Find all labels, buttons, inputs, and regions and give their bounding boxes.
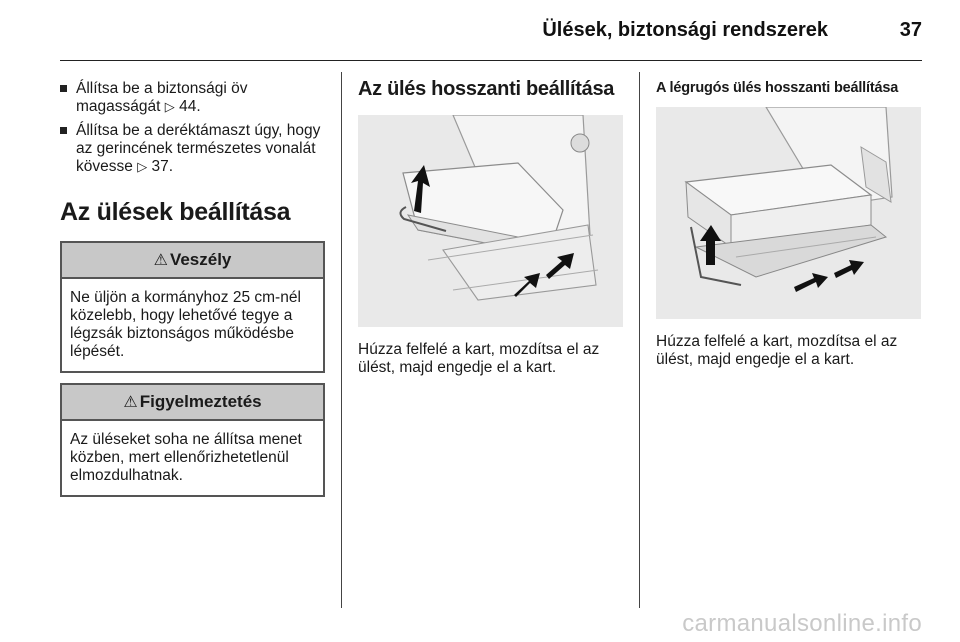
caution-title: Figyelmeztetés bbox=[139, 392, 262, 411]
cross-reference-link[interactable]: 37. bbox=[151, 158, 174, 175]
bullet-text: Állítsa be a deréktámaszt úgy, hogy az gerincének természetes vonalát kövesse bbox=[76, 122, 321, 175]
cross-reference-arrow-icon: ▷ bbox=[164, 99, 175, 114]
caution-title-bar bbox=[62, 385, 323, 421]
figure-caption: Húzza felfelé a kart, mozdítsa el az ülést, majd engedje el a kart. bbox=[358, 341, 600, 376]
warning-triangle-icon: ⚠ bbox=[123, 394, 138, 411]
danger-box bbox=[60, 241, 325, 373]
danger-title: Veszély bbox=[169, 250, 232, 269]
section-title: Az ülések beállítása bbox=[60, 198, 291, 226]
danger-title-bar bbox=[62, 243, 323, 279]
column-middle bbox=[358, 80, 623, 377]
column-divider-1 bbox=[341, 72, 342, 608]
list-item bbox=[60, 122, 325, 176]
bullet-list bbox=[60, 80, 325, 176]
header-title: Ülések, biztonsági rendszerek bbox=[542, 19, 828, 41]
caution-body: Az üléseket soha ne állítsa menet közben, mert ellenőrizhetetlenül elmozdulhatnak. bbox=[70, 431, 302, 484]
caution-box bbox=[60, 383, 325, 497]
bullet-square-icon bbox=[60, 127, 67, 134]
column-right bbox=[656, 80, 921, 369]
cross-reference-arrow-icon: ▷ bbox=[137, 159, 148, 174]
watermark: carmanualsonline.info bbox=[682, 610, 922, 637]
warning-triangle-icon: ⚠ bbox=[153, 252, 168, 269]
figure-caption: Húzza felfelé a kart, mozdítsa el az ülést, majd engedje el a kart. bbox=[656, 333, 898, 368]
column-divider-2 bbox=[639, 72, 640, 608]
column-left bbox=[60, 80, 325, 507]
section-title: Az ülés hosszanti beállítása bbox=[358, 78, 615, 100]
cross-reference-link[interactable]: 44. bbox=[179, 98, 201, 115]
bullet-square-icon bbox=[60, 85, 67, 92]
danger-body: Ne üljön a kormányhoz 25 cm-nél közelebb, hogy lehetővé tegye a légzsák biztonságos működésbe lépését. bbox=[70, 289, 301, 360]
page-number: 37 bbox=[899, 19, 922, 41]
bullet-text: Állítsa be a biztonsági öv magasságát bbox=[76, 80, 248, 115]
seat-adjust-illustration bbox=[358, 115, 623, 327]
section-title: A légrugós ülés hosszanti beállítása bbox=[656, 80, 899, 96]
air-seat-adjust-illustration bbox=[656, 107, 921, 319]
list-item bbox=[60, 80, 325, 116]
header-rule bbox=[60, 60, 922, 61]
